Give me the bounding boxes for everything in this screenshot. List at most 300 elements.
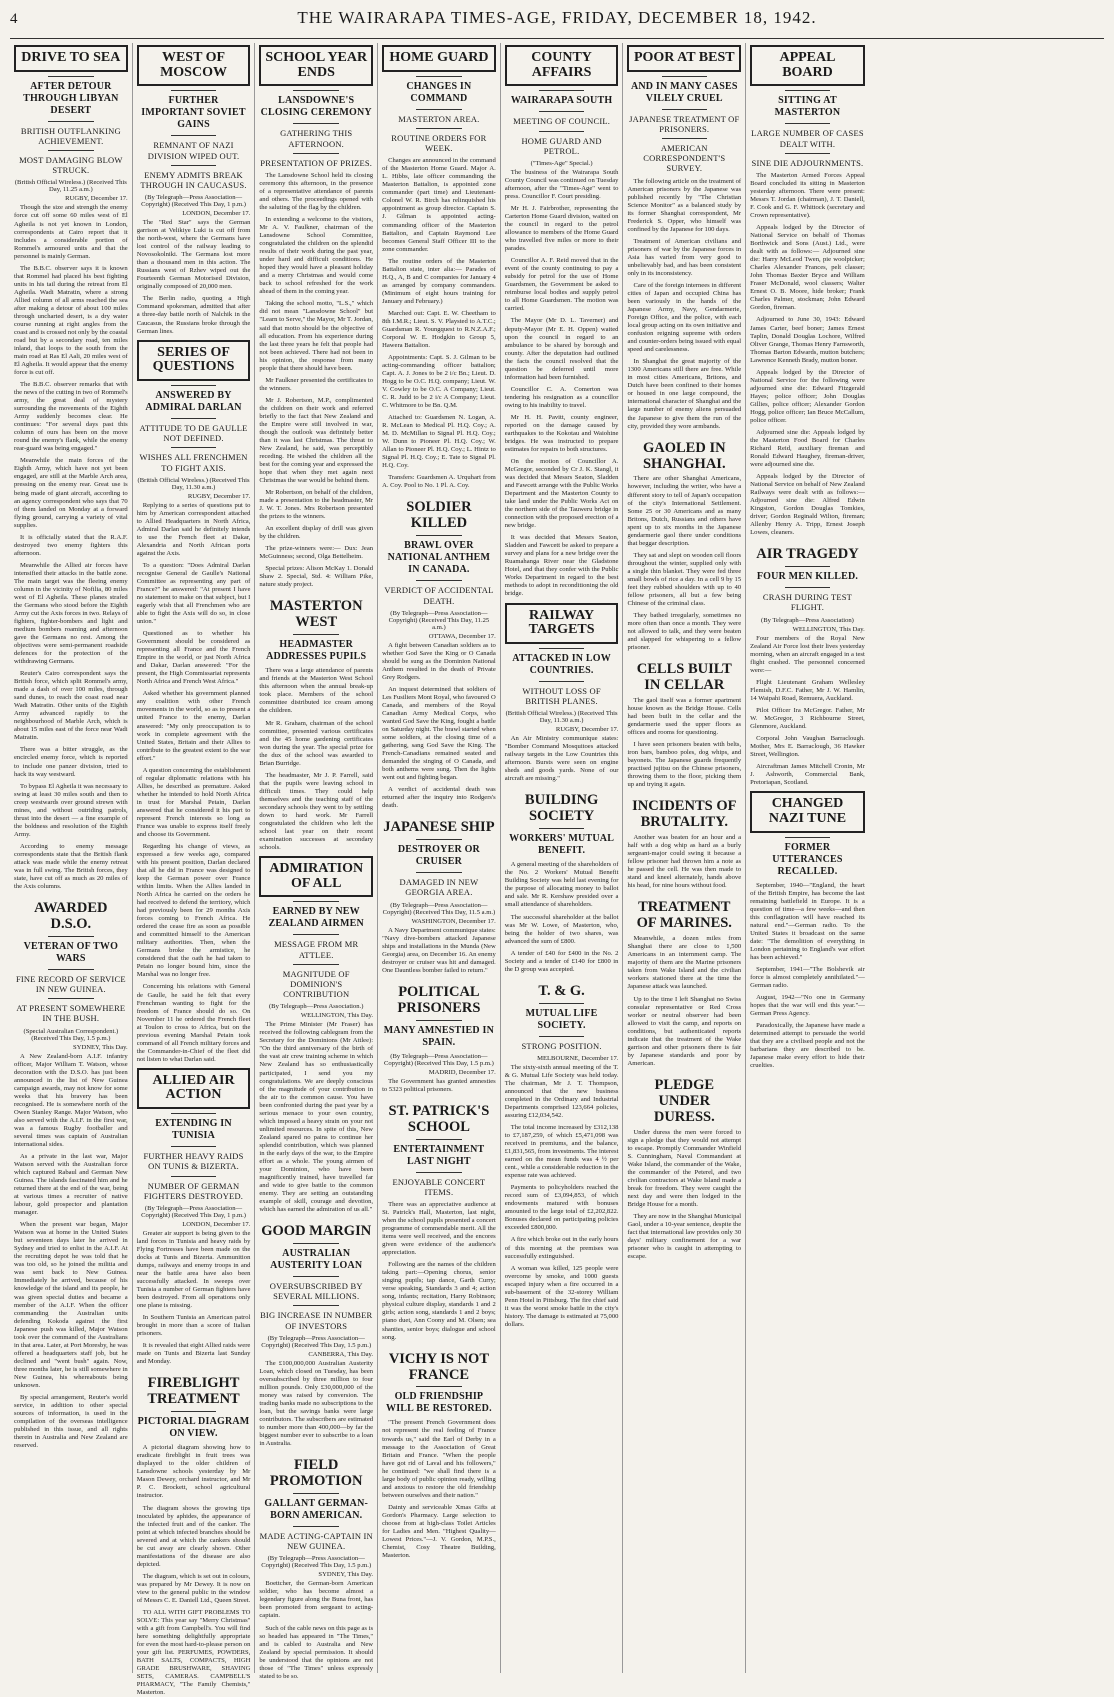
article-paragraph: A question concerning the establishment of regular diplomatic relations with his Allies, he described as premature. Asked whether he intended to hold North Africa in trust for Marshal Petain, Darlan answered that he considered it his part to represent French interests so long as France was unable to express itself freely and choose its Government. — [136, 766, 251, 838]
article-paragraph: The Prime Minister (Mr Fraser) has received the following cablegram from the Secretary for the Dominions (Mr Attlee): "On the third anniversary of the birth of the vast air crew training scheme in which New Zealand has so enthusiastically participated, I send you my congratulations. We are deeply conscious of the magnitude of your contribution in the air to the common cause. You have been confronted during the past year by a serious menace to your own country, which imposed a heavy strain on your not unlimited resources. In spite of this, New Zealand spared no pains to continue her splendid contribution, which was planned in the early days of the war, to the Empire effort as a whole. The young airmen of your Dominion, who have been magnificently trained, have travelled far and wide to give battle to the common enemy. They are setting an outstanding example of skill, courage and devotion, which has earned the admiration of us all." — [259, 1021, 374, 1214]
article-subheading: REMNANT OF NAZI DIVISION WIPED OUT. — [147, 140, 240, 161]
divider — [171, 1146, 216, 1147]
article-paragraph: Treatment of American civilians and prisoners of war by the Japanese forces in Asia has varied from very good to unbelievably bad, and has been consistent only in its inconsistency. — [627, 237, 742, 277]
divider — [785, 566, 831, 567]
article-paragraph: Corporal John Vaughan Barraclough. Mother, Mrs E. Barraclough, 36 Hawker Street, Wellington. — [750, 734, 865, 758]
article-paragraph: Concerning his relations with General de Gaulle, he said he felt that every Frenchman wanting to fight for the freedom of France should do so. On November 11 he ordered the French fleet at Toulon to cross to Africa, but on the previous evening Marshal Petain took command of all French military forces and the Commander-in-Chief of the fleet did not listen to what Darlan said. — [136, 983, 251, 1063]
article-headline: ALLIED AIR ACTION — [137, 1068, 251, 1109]
article-subheading: ATTACKED IN LOW COUNTRIES. — [512, 652, 611, 676]
article — [259, 856, 373, 1214]
divider — [48, 969, 93, 970]
divider — [785, 153, 831, 154]
article-paragraph: They are now in the Shanghai Municipal Gaol, under a 10-year sentence, despite the fact that international law provides only 30 days' military confinement for a war prisoner who is caught in attempting to escape. — [627, 1212, 742, 1261]
divider — [539, 1036, 584, 1037]
article-paragraph: The Berlin radio, quoting a High Command spokesman, admitted that after a three-day battle north of Nalchik in the Caucasus, the Russians broke through the German lines. — [136, 295, 251, 335]
article-subheading: GATHERING THIS AFTERNOON. — [280, 128, 353, 149]
article-paragraph: Four members of the Royal New Zealand Air Force lost their lives yesterday morning, when an aircraft engaged in a test flight crashed. The personnel concerned were:— — [750, 634, 865, 674]
article-headline: GOOD MARGIN — [261, 1223, 372, 1240]
article-location: OTTAWA, December 17. — [428, 632, 496, 640]
article-headline: GAOLED IN SHANGHAI. — [642, 439, 726, 472]
article-paragraph: Boettcher, the German-born American soldier, who has become almost a legendary figure along the Buna front, has been promoted from sergeant to acting-captain. — [259, 1580, 374, 1620]
article — [627, 799, 741, 890]
divider — [171, 165, 216, 166]
divider — [539, 828, 584, 829]
article-paragraph: An inquest determined that soldiers of Les Fusiliers Mont Royal, who favoured O Canada, and members of the Royal Canadian Army Medical Corps, who wanted God Save the King, fought a battle on Saturday night. The brawl started when some soldiers, at the closing time of a gathering, sang God Save the King. The French-Canadians remained seated and demanded the singing of O Canada, and both anthems were sung. Then the lights went out and fighting began. — [382, 685, 496, 782]
article-paragraph: Up to the time I left Shanghai no Swiss consular representative or Red Cross worker or neutral observer had been allowed to visit the camp, and reports on conditions, but authenticated reports indicate that the treatment of the Wake garrison and other prisoners there is fair by Japanese standards and poor by American. — [627, 995, 742, 1067]
article-subheading: DESTROYER OR CRUISER — [397, 844, 480, 868]
divider — [539, 648, 584, 649]
article-paragraph: In Shanghai the great majority of the 1300 Americans still there are free. While in most cities Americans, Britons, and Dutch have been confined to their homes or housed in one large compound, the international character of Shanghai and the large number of enemy aliens persuaded the Japanese to give them the run of the city, provided they wore armbands. — [627, 358, 742, 430]
divider — [416, 872, 461, 873]
article-subheading: AFTER DETOUR THROUGH LIBYAN DESERT — [23, 80, 119, 116]
divider — [293, 1243, 338, 1244]
divider — [171, 1113, 216, 1114]
article — [137, 1068, 251, 1367]
article-paragraph: As a private in the last war, Major Watson served with the Australian force which captured Rabaul and German New Guinea. The islands fascinated him and he returned there at the end of the war, being at various times a recruiter of native labour, gold prospector and plantation manager. — [14, 1152, 128, 1217]
divider — [48, 936, 93, 937]
divider — [293, 901, 338, 902]
article-paragraph: An excellent display of drill was given by the children. — [259, 525, 374, 541]
article-subheading: VETERAN OF TWO WARS — [23, 940, 119, 964]
article-dateline: (By Telegraph—Press Association) — [761, 616, 854, 624]
article-paragraph: There was a bitter struggle, as the encircled enemy force, which is reported to include one panzer division, tried to hack its way westward. — [14, 746, 128, 778]
article-subheading: OVERSUBSCRIBED BY SEVERAL MILLIONS. — [269, 1281, 363, 1302]
article-paragraph: The headmaster, Mr J. P. Farrell, said that the pupils were leaving school in difficult times. They could help themselves and the teaching staff of the secondary schools they went to by settling down to hard work. Mr Farrell congratulated the children who left the school last year on their recent examination successes at secondary schools. — [259, 771, 374, 851]
article-subheading: FURTHER HEAVY RAIDS ON TUNIS & BIZERTA. — [143, 1151, 244, 1172]
article-location: LONDON, December 17. — [182, 1220, 251, 1228]
article-paragraph: The B.B.C. observer says it is known that Rommel had placed his best fighting units in his tail during the retreat from El Agheila. Wadi Matratin, where a strong Allied column of all arms reached the sea after making a detour of about 100 miles through uncharted desert, is a dry water course running at right angles from the coast and is crossed not only by the coastal road but by a secondary road, ten miles inland, that loops to the south from the main road at Ras El Aali, 20 miles west of El Agheila. It would appear that the enemy force is cut off. — [14, 264, 128, 377]
article-subheading: WAIRARAPA SOUTH — [510, 95, 613, 107]
divider — [662, 76, 707, 77]
article-headline: SOLDIER KILLED — [406, 499, 472, 532]
article-paragraph: Regarding his change of views, as expressed a few weeks ago, compared with his present position, Darlan declared that all he did in France was designed to keep the German power over France within limits. When the Allies landed in North Africa he carried on the orders he had received to defend the territory, which had previously been for 29 months Axis forces coming to French Africa. He ordered the cease fire as soon as possible and committed himself to the American military authorities. Then, when the Germans broke the armistice, he considered that the oath he had taken to Petain no longer bound him, since the Marshal was no longer free. — [136, 842, 251, 979]
article-headline: FIREBLIGHT TREATMENT — [147, 1375, 240, 1408]
article-dateline: (By Telegraph—Press Association—Copyright) (Received This Day, 1 p.m.) — [141, 194, 246, 209]
article-subheading: EARNED BY NEW ZEALAND AIRMEN — [268, 906, 364, 930]
article-subheading: ENJOYABLE CONCERT ITEMS. — [392, 1176, 486, 1197]
article-paragraph: Questioned as to whether his Government should be considered as representing all France and the French Empire in the world, or just North Africa and Dakar, Darlan answered: "For the present, the High Commissariat represents North Africa and French West Africa." — [136, 630, 251, 686]
article-subheading: ANSWERED BY ADMIRAL DARLAN — [145, 389, 242, 413]
column-6 — [623, 43, 746, 1673]
article-paragraph: Mr H. J. Fairbrother, representing the Carterton Home Guard division, waited on the council in regard to the petrol allowance to members of the Home Guard who travelled five miles or more to their parades. — [504, 205, 619, 253]
divider — [416, 535, 461, 536]
article-paragraph: Councillor C. A. Comerton was tendering his resignation as a councillor owing to his inability to travel. — [504, 385, 619, 409]
article-headline: ST. PATRICK'S SCHOOL — [388, 1102, 490, 1135]
divider — [293, 934, 338, 935]
article-dateline: (By Telegraph—Press Association—Copyright) (Received This Day, 1 p.m.) — [141, 1204, 246, 1219]
article — [259, 1224, 373, 1448]
article-paragraph: Greater air support is being given to the land forces in Tunisia and heavy raids by Flying Fortresses have been made on the docks at Tunis and Bizerta. Ammunition dumps, railways and enemy troops in and near the battle area have also been successfully attacked. In sweeps over Tunisia a number of German fighters have been destroyed. From all operations only one plane is missing. — [136, 1229, 251, 1310]
article — [627, 441, 741, 653]
article-subheading: GALLANT GERMAN-BORN AMERICAN. — [264, 1497, 369, 1521]
divider — [539, 111, 584, 112]
article-paragraph: The business of the Wairarapa South County Council was continued on Tuesday afternoon, after the "Times-Age" went to press. Councillor F. Court presiding. — [504, 168, 619, 201]
article-subheading: BRITISH OUTFLANKING ACHIEVEMENT. — [20, 125, 121, 146]
article-subheading: ATTITUDE TO DE GAULLE NOT DEFINED. — [139, 422, 248, 444]
article-headline: WEST OF MOSCOW — [137, 45, 251, 86]
article-paragraph: The Mayor (Mr D. L. Taverner) and deputy-Mayor (Mr E. H. Oppen) waited upon the council in regard to an ambulance to be shared by borough and county. After the deputation had outlined the facts the council resolved that the question be deferred until more information had been furnished. — [504, 317, 619, 381]
article-subheading: PRESENTATION OF PRIZES. — [260, 157, 373, 168]
article-paragraph: Meanwhile, a dozen miles from Shanghai there are close to 1,500 Americans in an internment camp. The majority of them are the Marine prisoners taken from Wake Island and the civilian workers stationed there at the time the Japanese attack was launched. — [627, 935, 742, 991]
divider — [293, 1526, 338, 1527]
article-paragraph: Pilot Officer Ira McGregor. Father, Mr W. McGregor, 3 Richbourne Street, Glenmore, Auckland. — [750, 706, 865, 730]
article-subheading: AUSTRALIAN AUSTERITY LOAN — [270, 1248, 363, 1271]
article-paragraph: Asked whether his government planned any coalition with other French movements in the world, so as to present a united France to the enemy, Darlan answered: "My only preoccupation is to work in complete agreement with the United States, Britain and their Allies to contribute to the greatest extent to the war effort." — [136, 690, 251, 762]
article-subheading: VERDICT OF ACCIDENTAL DEATH. — [384, 585, 494, 606]
article-subheading: DAMAGED IN NEW GEORGIA AREA. — [399, 877, 479, 898]
article — [627, 1078, 741, 1261]
article-headline: TREATMENT OF MARINES. — [636, 899, 732, 932]
article-paragraph: Special prizes: Alison McKay 1. Donald Shaw 2. Special, Std. 4: William Pike, nature study project. — [259, 565, 374, 589]
article-dateline: (British Official Wireless.) (Received This Day, 11.30 a.m.) — [505, 710, 618, 725]
article-location: SYDNEY, This Day. — [73, 1043, 128, 1051]
divider — [785, 837, 831, 838]
article-paragraph: "The present French Government does not represent the real feeling of France towards us," said the Earl of Derby in a message to the Association of Great Britain and France. "When the people have got rid of Laval and his followers," he continued: "we shall find there is a large body of public opinion ready, willing and anxious to restore the old friendship between ourselves and their nation." — [382, 1419, 496, 1499]
article-subheading: MESSAGE FROM MR ATTLEE. — [274, 939, 359, 960]
divider — [539, 1003, 584, 1004]
article-subheading: HEADMASTER ADDRESSES PUPILS — [266, 639, 367, 663]
article-headline: T. & G. — [538, 982, 585, 999]
divider — [416, 1139, 461, 1140]
article-subheading: LANSDOWNE'S CLOSING CEREMONY — [260, 95, 372, 119]
article-subheading: ENEMY ADMITS BREAK THROUGH IN CAUCASUS. — [140, 169, 247, 190]
article-paragraph: The diagram, which is set out in colours, was prepared by Mr Dewey. It is now on view to the general public in the window of Messrs C. E. Daniell Ltd., Queen Street. — [136, 1572, 251, 1604]
divider — [785, 587, 831, 588]
article — [382, 1104, 496, 1342]
article-paragraph: Reuter's Cairo correspondent says the British force, which split Rommel's army, made a dash of over 100 miles, through sand dunes, to reach the coast road near Wadi Matratin. Other units of the Eighth Army advanced rapidly to the neighbourhood of Marble Arch, which is about 15 miles east of the force near Wadi Matratin. — [14, 670, 128, 742]
divider — [48, 150, 93, 151]
article-headline: CELLS BUILT IN CELLAR — [636, 661, 732, 694]
article-headline: INCIDENTS OF BRUTALITY. — [632, 798, 737, 831]
article-headline: AWARDED D.S.O. — [34, 899, 108, 932]
article-subheading: WORKERS' MUTUAL BENEFIT. — [509, 833, 615, 857]
article-paragraph: I have seen prisoners beaten with belts, iron bars, bamboo poles, dog whips, and bayonets. The Japanese guards frequently practised jujitsu on the Chinese prisoners, throwing them to the floor, picking them up and trying it again. — [627, 741, 742, 789]
divider — [662, 138, 707, 139]
article — [259, 599, 373, 852]
article-paragraph: The B.B.C. observer remarks that with the news of the cutting in two of Rommel's army, the great deal of mystery surrounding the movements of the Eighth Army suddenly becomes clear. He continues: "For several days past this column of ours has been on the move round the enemy's flank, while the enemy rear-guard was being engaged." — [14, 381, 128, 453]
article — [505, 793, 619, 973]
columns — [10, 43, 1104, 1697]
article-subheading: EXTENDING IN TUNISIA — [155, 1118, 232, 1142]
article-location: RUGBY, December 17. — [187, 492, 251, 500]
article-subheading: PICTORIAL DIAGRAM ON VIEW. — [137, 1416, 250, 1440]
divider — [48, 76, 93, 77]
divider — [171, 1411, 216, 1412]
article-subheading: BIG INCREASE IN NUMBER OF INVESTORS — [260, 1310, 373, 1331]
divider — [171, 1176, 216, 1177]
article-headline: HOME GUARD — [382, 45, 496, 72]
article-paragraph: A fire which broke out in the early hours of this morning at the premises was successfully extinguished. — [504, 1236, 619, 1260]
article-subheading: AT PRESENT SOMEWHERE IN THE BUSH. — [16, 1003, 126, 1024]
article — [137, 45, 251, 336]
article-subheading: WITHOUT LOSS OF BRITISH PLANES. — [522, 685, 601, 707]
article-headline: SCHOOL YEAR ENDS — [259, 45, 373, 86]
article-paragraph: To bypass El Agheila it was necessary to swing at least 30 miles south and then to creep westwards over ground strewn with mines, and without outriding patrols, thrust into the desert — a fine example of the boldness and resolution of the Eighth Army. — [14, 782, 128, 838]
article-dateline: (Special Australian Correspondent.) (Received This Day, 1.5 p.m.) — [23, 1027, 119, 1042]
article-paragraph: The successful shareholder at the ballot was Mr W. Lowe, of Masterton, who, being the holder of two shares, was advanced the sum of £800. — [504, 913, 619, 945]
article-subheading: SITTING AT MASTERTON — [774, 95, 841, 119]
article-headline: AIR TRAGEDY — [756, 546, 859, 563]
article-paragraph: When the present war began, Major Watson was at home in the United States but seventeen days later he arrived in Sydney and tried to enlist in the A.I.F. At the recruiting depot he was told that he was too old, so he joined the militia and was sent back to New Guinea. Immediately he arrived, because of his knowledge of the island and its people, he was given special duties and became a member of the A.I.F. When the officer commanding the Australian units defending Kokoda against the first Japanese push was killed, Major Watson took over the command of the Australians in that area. Later, at Port Moresby, he was offered a headquarters staff job, but he declined and "went bush" again. Now, three months later, he is still somewhere in New Guinea, his whereabouts being unknown. — [14, 1221, 128, 1389]
article-headline: POOR AT BEST — [627, 45, 741, 72]
article — [382, 1352, 496, 1560]
article-location: SYDNEY, This Day. — [318, 1571, 374, 1579]
article-subheading: STRONG POSITION. — [521, 1040, 602, 1051]
article — [382, 820, 496, 975]
article — [259, 45, 373, 589]
article-paragraph: Appointments: Capt. S. J. Gilman to be acting-commanding officer battalion; Capt. A. J. Jones to be 2 i/c Bn.; Lieut. D. Hogg to be O.C. H.Q. company; Lieut. W. V. Cowley to be O.C. A Company; Lieut. C. R. Judd to be 2 i/c A Company; Lieut. C. Whitmore to be Bn. Q.M. — [382, 353, 496, 410]
article-subheading: JAPANESE TREATMENT OF PRISONERS. — [629, 113, 740, 134]
article-location: WASHINGTON, December 17. — [411, 917, 496, 925]
article-location: MELBOURNE, December 17. — [537, 1054, 619, 1062]
divider — [48, 998, 93, 999]
article-headline: DRIVE TO SEA — [14, 45, 128, 72]
divider — [416, 109, 461, 110]
article-paragraph: A Navy Department communique states: "Navy dive-bombers attacked Japanese ships and installations in the Munda (New Georgia) area, on December 16. An enemy destroyer or cruiser was hit and damaged. One Dauntless bomber failed to return." — [382, 926, 496, 974]
article-paragraph: Appeals lodged by the Director of National Service for the following were adjourned sine die: Edward Fitzgerald Hayes; police officer; John Douglas Gillies, police officer; Alexander Gordon Hogg, police officer; Ian Bruce McCallum, police officer. — [750, 368, 865, 424]
article-paragraph: Mr Robertson, on behalf of the children, made a presentation to the headmaster, Mr J. W. T. Jones. Mrs Robertson presented the prizes to the winners. — [259, 489, 374, 521]
article-paragraph: An Air Ministry communique states: "Bomber Command Mosquitoes attacked railway targets in the Low Countries this afternoon. Bursts were seen on engine sheds and goods yards. None of our aircraft are missing." — [504, 735, 619, 783]
article-paragraph: In Southern Tunisia an American patrol brought in more than a score of Italian prisoners. — [136, 1314, 251, 1338]
article — [627, 662, 741, 789]
masthead — [10, 8, 1104, 39]
article-subheading: CHANGES IN COMMAND — [406, 80, 472, 104]
article-paragraph: The routine orders of the Masterton Battalion state, inter alia:— Parades of H.Q., A, B and C companies for January 4 as arranged by company commanders. (Minimum of eight hours training for January and February.) — [382, 257, 496, 305]
article-paragraph: Mr H. H. Pavitt, county engineer, reported on the damage caused by earthquakes to the Kokotau and Waiohine bridges. He was instructed to prepare estimates for repairs to both structures. — [504, 413, 619, 453]
article-paragraph: They sat and slept on wooden cell floors throughout the winter, supplied only with a single thin blanket. They were fed three small bowls of rice a day. In a cell 9 by 15 feet they rubbed shoulders with up to 40 fellow prisoners, all but a few being Chinese of the criminal class. — [627, 551, 742, 607]
article-subheading: MASTERTON AREA. — [398, 113, 480, 124]
article-headline: APPEAL BOARD — [750, 45, 865, 86]
divider — [293, 90, 338, 91]
article-headline: SERIES OF QUESTIONS — [137, 340, 251, 381]
divider — [416, 1020, 461, 1021]
article — [750, 45, 865, 537]
divider — [293, 153, 338, 154]
article-paragraph: August, 1942—"No one in Germany hopes that the war will end this year."—German Press Agency. — [750, 993, 865, 1017]
article-location: RUGBY, December 17. — [65, 195, 128, 203]
article — [382, 45, 496, 490]
article-subheading: MAGNITUDE OF DOMINION'S CONTRIBUTION — [282, 968, 350, 1000]
article-paragraph: The Government has granted amnesties to 5323 political prisoners. — [382, 1077, 496, 1093]
article-paragraph: Dainty and serviceable Xmas Gifts at Gordon's Pharmacy. Large selection to choose from at high-class Toilet Articles for Ladies and Men. "Highest Quality—Lowest Prices."—J. V. Gordon, M.P.S., Chemist, Cosy Theatre Building, Masterton. — [382, 1503, 496, 1559]
article-paragraph: There was an appreciative audience at St. Patrick's Hall, Masterton, last night, when the school pupils presented a concert programme of commendable merit. All the items were well received, and the encores given were evidence of the audience's appreciation. — [382, 1201, 496, 1257]
article-paragraph: Adjourned sine die: Appeals lodged by the Masterton Food Board for Charles Richard Reid, auxiliary fireman and Ronald Edward Haughey, fireman-driver, were adjourned sine die. — [750, 428, 865, 468]
article-headline: BUILDING SOCIETY — [524, 792, 599, 825]
article-paragraph: Meanwhile the Allied air forces have intensified their attacks in the battle zone. The main target was the fleeing enemy column in the vicinity of Nofilia, 80 miles west of El Agheila. These planes strafed the Germans who stood before the Eighth Army cut the Axis forces in two. Relays of fighters, fighter-bombers and light and medium bombers roaming and afternoon gave the Germans no rest. Among the objectives were semi-permanent roadside defences for the protection of the withdrawing Germans. — [14, 561, 128, 666]
article-paragraph: On the motion of Councillor A. McGregor, seconded by Cr J. K. Stangl, it was decided that Messrs Seaton, Sladden and Fawcett arrange with the Public Works Department and the Masterton County to take land under the Public Works Act on the northern side of the Tauweru bridge in connection with the proposed erection of a new bridge. — [504, 457, 619, 530]
divider — [662, 109, 707, 110]
article-subheading: MOST DAMAGING BLOW STRUCK. — [19, 155, 123, 176]
divider — [416, 1172, 461, 1173]
article-subheading: MEETING OF COUNCIL. — [513, 116, 611, 127]
article-dateline: ("Times-Age" Special.) — [530, 159, 593, 167]
divider — [293, 123, 338, 124]
divider — [171, 90, 216, 91]
article-headline: JAPANESE SHIP — [383, 819, 495, 836]
article-paragraph: Appeals lodged by the Director of National Service on behalf of New Zealand Railways were dealt with as follows:— Adjourned sine die: Alfred Edwin Kingston, Gordon Douglas Tomkies, driver; Gordon Reginald Wilton, fireman; Allenby Henry A. Tripp, Ernest Joseph Lowes, cleaners. — [750, 473, 865, 537]
article-paragraph: Payments to policyholders reached the record sum of £3,094,853, of which endowments matured with bonuses amounted to the large total of £2,202,822. Bonuses declared on participating policies exceeded £800,000. — [504, 1184, 619, 1232]
article-paragraph: There was a large attendance of parents and friends at the Masterton West School this afternoon when the annual break-up took place. Members of the school committee distributed ice cream among the children. — [259, 667, 374, 715]
article-paragraph: Transfers: Guardsmen A. Urquhart from A. Coy. Pool to No. 1 Pl. A. Coy. — [382, 474, 496, 490]
article — [627, 45, 741, 431]
article-paragraph: The Lansdowne School held its closing ceremony this afternoon, in the presence of a representative attendance of parents and others. The proceedings opened with the saluting of the flag by the children. — [259, 171, 374, 212]
article-paragraph: It is revealed that eight Allied raids were made on Tunis and Bizerta last Sunday and Monday. — [136, 1342, 251, 1366]
article-paragraph: The sixty-sixth annual meeting of the T. & G. Mutual Life Society was held today. The chairman, Mr J. T. Thompson, announced that the new business completed in the Ordinary and Industrial Departments comprised 123,664 policies, assuring £12,034,542. — [504, 1063, 619, 1120]
article-subheading: FORMER UTTERANCES RECALLED. — [772, 841, 843, 877]
article-subheading: NUMBER OF GERMAN FIGHTERS DESTROYED. — [143, 1180, 244, 1201]
article-paragraph: Care of the foreign internees in different cities of Japan and occupied China has been variously in the hands of the Japanese Army, Navy, Gendarmerie, Foreign Office, and the police, with each local group acting on its own initiative and confusion reigning supreme with orders and counter-orders being issued with equal speed and carelessness. — [627, 282, 742, 354]
article-location: WELLINGTON, This Day. — [792, 625, 865, 633]
article-subheading: ROUTINE ORDERS FOR WEEK. — [391, 132, 487, 154]
article-paragraph: A fight between Canadian soldiers as to whether God Save the King or O Canada should be sung as the Dominion National Anthem resulted in the death of Private Grey Rodgers. — [382, 641, 496, 681]
column-1 — [10, 43, 133, 1673]
article-paragraph: Adjourned to June 30, 1943: Edward James Carter, beef boner; James Ernest Taplin, Donald Douglas Lochore, Wilfred Oliver Grange, Thomas Henry Farnsworth, Thomas Barton Edwards, mutton butchers; Lawrence Kenneth Brady, mutton boner. — [750, 316, 865, 364]
article-subheading: WISHES ALL FRENCHMEN TO FIGHT AXIS. — [139, 452, 248, 473]
divider — [171, 418, 216, 419]
article-paragraph: There are other Shanghai Americans, however, including the writer, who have a different story to tell of Japan's occupation of the city's International Settlement. Some 25 or 30 Americans and as many Britons, Dutch, Russians and others have spent up to six months in the Japanese gendarmerie gaol there under conditions that beggar description. — [627, 475, 742, 547]
article — [14, 45, 128, 891]
article-paragraph: The "Red Star" says the German garrison at Velikiye Luki is cut off from the north-west, where the Germans have lost control of the railway leading to Novosokolniki. The Germans lost more than a thousand men in this action. The Russians west of Rzhev wiped out the Fourteenth German Motorised Division, originally composed of 20,000 men. — [136, 219, 251, 291]
column-3 — [255, 43, 378, 1680]
article-paragraph: Changes are announced in the command of the Masterton Home Guard. Major A. L. Hibbs, late officer commanding the Masterton Battalion, is appointed zone commander (part time) and Lieutenant-Colonel W. R. Birch has relinquished his appointment as group director. Captain S. J. Gilman is appointed acting-commanding officer of the Masterton Battalion, and Captain Raymond Lee becomes General Staff Officer III to the zone commander. — [382, 157, 496, 253]
article-paragraph: Flight Lieutenant Graham Wellesley Flemish, D.F.C. Father, Mr J. W. Hamlin, 14 Waipahi Road, Remuera, Auckland. — [750, 678, 865, 702]
article-paragraph: Mr R. Graham, chairman of the school committee, presented various certificates and the 45 home gardening certificates won during the year. The special prize for the dux of the school was awarded to Brian Burridge. — [259, 719, 374, 767]
article-subheading: BRAWL OVER NATIONAL ANTHEM IN CANADA. — [387, 540, 491, 576]
divider — [539, 131, 584, 132]
article-paragraph: They bathed irregularly, sometimes no more often than once a month. They were not allowed to talk, and they were beaten and slapped for whispering to a fellow prisoner. — [627, 611, 742, 652]
article-paragraph: Though the size and strength the enemy force cut off some 60 miles west of El Agheila is not yet known in London, correspondents at Cairo report that it includes a considerable portion of Rommel's armoured units and that the personnel is mainly German. — [14, 204, 128, 260]
article-dateline: (By Telegraph—Press Association—Copyright) (Received This Day, 11.25 a.m.) — [388, 609, 490, 631]
article-paragraph: Another was beaten for an hour and a half with a dog whip as hard as a burly sergeant-major could swing it because a fellow prisoner had thrown him a note as he passed the cell. He was then made to stand and kneel alternately, hands above his head, for nine hours without food. — [627, 834, 742, 890]
article-headline: PLEDGE UNDER DURESS. — [653, 1076, 715, 1125]
article-paragraph: Following are the names of the children taking part:—Opening chorus, senior singing pupils; tap dance, Garth Curry; verse speaking, Standards 3 and 4; action song, infants; recitation, Harry Robinson; physical culture display, standards 1 and 2 girls; action song, standards 1 and 2 boys; piano duet, Ann Coony and M. Olsen; sea shanties, senior boys; dialogue and school song. — [382, 1261, 496, 1341]
article-dateline: (British Official Wireless.) (Received This Day, 11.25 a.m.) — [14, 179, 127, 194]
newspaper-title: THE WAIRARAPA TIMES-AGE, FRIDAY, DECEMBER 18, 1942. — [297, 8, 817, 27]
article-paragraph: Meanwhile the main forces of the Eighth Army, which have not yet been engaged, are still at the Marble Arch area, pressing on the enemy rear. Great use is being made of giant aircraft, according to an agency correspondent who says that 70 of them landed on Monday at a forward flying ground, carrying a variety of vital supplies. — [14, 457, 128, 529]
article-headline: POLITICAL PRISONERS — [397, 983, 481, 1016]
divider — [293, 964, 338, 965]
article — [505, 45, 619, 599]
divider — [171, 135, 216, 136]
divider — [416, 580, 461, 581]
article-paragraph: A pictorial diagram showing how to eradicate fireblight in fruit trees was displayed to the older children of Lansdowne schools yesterday by Mr Mason Dewey, orchard instructor, and Mr P. C. Brockett, school agricultural instructor. — [136, 1444, 251, 1500]
article-paragraph: Marched out: Capt. E. W. Cheetham to 8th I.M.R.; Lieut. S. V. Playsted to A.T.C.; Guardsman R. Youngquest to R.N.Z.A.F.; Corporal W. E. Hodgkin to Group 5, Hawera Battalion. — [382, 309, 496, 349]
article-dateline: (By Telegraph—Press Association.) — [268, 1003, 364, 1011]
page-number: 4 — [10, 11, 19, 27]
article-paragraph: TO ALL WITH GIFT PROBLEMS TO SOLVE: This year say "Merry Christmas" with a gift from Campbell's. You will find here something delightfully appropriate for even the most hard-to-please person on your gift list. PERFUMES, POWDERS, BATH SALTS, COMPACTS, HIGH GRADE BRUSHWARE, SHAVING SETS, CAMERAS. CAMPBELL'S PHARMACY, "The Family Chemists," Masterton. — [136, 1608, 251, 1697]
article-paragraph: A general meeting of the shareholders of the No. 2 Workers' Mutual Benefit Building Society was held last evening for the purpose of allocating money to ballot and sale. Mr R. Kershaw presided over a small attendance of shareholders. — [504, 861, 619, 909]
article-paragraph: Under duress the men were forced to sign a pledge that they would not attempt to escape. Promptly Commander Winfield S. Cunningham, Naval Commandant at Wake Island, the commander of the Wake, the commander of the Peterel, and two civilian contractors at Wake Island made a break for freedom. They were caught the next day and were then lodged in the Bridge House for a month. — [627, 1128, 742, 1208]
article-headline: MASTERTON WEST — [269, 598, 363, 631]
article-subheading: SINE DIE ADJOURNMENTS. — [751, 157, 864, 168]
divider — [416, 76, 461, 77]
article-paragraph: Appeals lodged by the Director of National Service on behalf of Thomas Borthwick and Sons (Aust.) Ltd., were dealt with as follows:— Adjourned sine die: Harry McLeod Twen, pie woolpicker; Charles Alexander Frances, pelt classer; John Thomas Baxter Bryce and William Fraser McDonald, wool classers; Walter Ernest O. B. Moore, hide broker; Frank Charles Palmer, stockman; John Edward Gordon, fireman. — [750, 224, 865, 312]
article-subheading: CRASH DURING TEST FLIGHT. — [762, 592, 853, 613]
article — [382, 985, 496, 1094]
divider — [171, 385, 216, 386]
divider — [539, 681, 584, 682]
article-paragraph: The gaol itself was a former apartment house known as the Bridge House. Cells had been built in the cellar and the gendarmerie used the upper floors as offices and rooms for questioning. — [627, 696, 742, 737]
article-paragraph: It is officially stated that the R.A.F. destroyed two enemy fighters this afternoon. — [14, 533, 128, 557]
article-subheading: HOME GUARD AND PETROL. — [521, 135, 602, 156]
article-paragraph: Paradoxically, the Japanese have made a determined attempt to persuade the world that they are a civilised people and not the barbarians they are described to be. Japanese make every effort to hide their cruelties. — [750, 1022, 865, 1070]
article-paragraph: To a question: "Does Admiral Darlan recognise General de Gaulle's National Committee as representing any part of France?" he answered: "At present I have no statement to make on that subject, but I eagerly wish that all Frenchmen who are able to fight the Axis will do so, in close union." — [136, 561, 251, 626]
article-location: MADRID, December 17. — [428, 1068, 496, 1076]
article — [505, 603, 619, 784]
article-headline: COUNTY AFFAIRS — [505, 45, 619, 86]
article-paragraph: Attached to: Guardsmen N. Logan, A. R. McLean to Medical Pl. H.Q. Coy.; A. M. D. McMillan to Signal Pl. H.Q. Coy.; W. Dunn to Pioneer Pl. H.Q. Coy.; W. Allan to Pioneer Pl. H.Q. Coy.; L. Hintz to Signal Pl. H.Q. Coy.; E. Tate to Signal Pl. H.Q. Coy. — [382, 414, 496, 470]
article-subheading: FURTHER IMPORTANT SOVIET GAINS — [141, 95, 246, 131]
article-paragraph: Replying to a series of questions put to him by American correspondent attached to Allied Headquarters in North Africa, Admiral Darlan said he definitely intends to use the French fleet at Dakar, Alexandria and North African ports against the Axis. — [136, 501, 251, 557]
divider — [539, 90, 584, 91]
article-location: RUGBY, December 17. — [555, 726, 619, 734]
divider — [416, 839, 461, 840]
column-2 — [133, 43, 256, 1697]
article-paragraph: According to enemy message correspondents state that the British flank attack was made while the enemy retreat was in full swing. The British forces, they state, have cut off as much as 20 miles of the Axis columns. — [14, 842, 128, 890]
divider — [293, 634, 338, 635]
article-paragraph: It was decided that Messrs Seaton, Sladden and Fawcett be asked to prepare a survey and plans for a new bridge over the Ruamahanga River near the Gladstone Hotel, and that they confer with the Public Works Department in regard to the best methods to adopt in reconditioning the old bridge. — [504, 534, 619, 598]
article-location: LONDON, December 17. — [182, 210, 251, 218]
article-paragraph: Mr Faulkner presented the certificates to the winners. — [259, 376, 374, 392]
article-subheading: LARGE NUMBER OF CASES DEALT WITH. — [751, 128, 864, 149]
article-paragraph: A New Zealand-born A.I.F. infantry officer, Major William T. Watson, whose decoration with the D.S.O. has just been announced in the list of New Guinea campaign awards, may not know for some weeks that his bravery has been recognised. He is somewhere north of the Owen Stanley Range. Major Watson, who also served with the A.I.F. in the first war, was a famous Rugby footballer and several times was captain of Australian international sides. — [14, 1052, 128, 1148]
article-paragraph: A woman was killed, 125 people were overcome by smoke, and 1000 guests escaped injury when a fire occurred in a sub-basement of the 32-storey William Penn Hotel in Pittsburg. The fire chief said it was the worst smoke battle in the city's history. The damage is estimated at 75,000 dollars. — [504, 1264, 619, 1328]
article — [750, 791, 865, 1070]
article-subheading: AND IN MANY CASES VILELY CRUEL — [630, 80, 738, 104]
divider — [293, 1276, 338, 1277]
article-paragraph: Taking the school motto, "L.S.," which did not mean "Lansdowne School" but "Learn to Serve," the Mayor, Mr T. Jordan, said that motto should be the objective of all education. From his experience during the last three years he felt that people had not been achieved. There had not been in his opinion, the response from many people that there should have been. — [259, 300, 374, 372]
article-subheading: MADE ACTING-CAPTAIN IN NEW GUINEA. — [259, 1530, 373, 1552]
article-paragraph: September, 1941—"The Bolshevik air force is almost completely annihilated."—German radio. — [750, 965, 865, 989]
article-subheading: ENTERTAINMENT LAST NIGHT — [393, 1143, 485, 1167]
article-headline: CHANGED NAZI TUNE — [750, 791, 865, 832]
article-paragraph: A verdict of accidental death was returned after the inquiry into Rodgers's death. — [382, 786, 496, 810]
article-subheading: OLD FRIENDSHIP WILL BE RESTORED. — [386, 1391, 492, 1415]
article-paragraph: September, 1940—"England, the heart of the British Empire, has become the last remaining battlefield in Europe. It is a question of time—a few weeks—and then this conflagration will have reached its natural end."—German radio. To the United States it broadcast on the same date: "The demolition of everything in London pertaining to England's war effort has been achieved." — [750, 881, 865, 961]
article-headline: RAILWAY TARGETS — [505, 603, 619, 644]
divider — [785, 90, 831, 91]
article-location: WELLINGTON, This Day. — [300, 1012, 374, 1020]
divider — [293, 1493, 338, 1494]
article — [259, 1458, 373, 1681]
article-location: CANBERRA, This Day. — [308, 1350, 374, 1358]
article-paragraph: The total income increased by £312,138 to £7,187,259, of which £5,471,098 was received in premiums, and the balance, £1,831,565, from investments. The interest earned on the mean funds was 4 ½ per cent., while a considerable reduction in the expense rate was achieved. — [504, 1124, 619, 1180]
article-dateline: (By Telegraph—Press Association—Copyright) (Received This Day, 11.5 a.m.) — [382, 901, 496, 916]
article-dateline: (British Official Wireless.) (Received This Day, 11.30 a.m.) — [137, 476, 250, 491]
divider — [416, 1386, 461, 1387]
article-headline: FIELD PROMOTION — [269, 1457, 363, 1490]
article-headline: ADMIRATION OF ALL — [259, 856, 373, 897]
divider — [171, 447, 216, 448]
article — [627, 900, 741, 1067]
divider — [293, 1305, 338, 1306]
divider — [416, 128, 461, 129]
column-7 — [746, 43, 869, 1673]
article-paragraph: Aircraftman James Mitchell Cronin, Mr J. Ashworth, Commercial Bank, Pretoriapan, Scotland. — [750, 763, 865, 787]
article-headline: VICHY IS NOT FRANCE — [388, 1350, 489, 1383]
article-paragraph: The prize-winners were:— Dux: Jean McGuinness; second, Olga Bettelheim. — [259, 545, 374, 561]
article-paragraph: The £100,000,000 Australian Austerity Loan, which closed on Tuesday, has been oversubscribed by three million to four million pounds. Only £30,000,000 of the money was raised by conversion. The trading banks made no subscriptions to the loan, but the savings banks were large contributors. The subscribers are estimated to number more than 400,000—by far the biggest number ever to subscribe to a loan in Australia. — [259, 1359, 374, 1448]
column-5 — [501, 43, 624, 1673]
article-paragraph: In extending a welcome to the visitors, Mr A. V. Faulkner, chairman of the Lansdowne School Committee, congratulated the children on the splendid results of their work during the past year, under hard and difficult conditions. He hoped they would have a pleasant holiday and a merry Christmas and would come back to school refreshed for the work ahead of them in the coming year. — [259, 216, 374, 296]
article-paragraph: A tender of £40 for £400 in the No. 2 Society and a tender of £140 for £800 in the D group was accepted. — [504, 949, 619, 973]
article-dateline: (By Telegraph—Press Association—Copyright) (Received This Day, 1.5 p.m.) — [261, 1555, 372, 1570]
article — [382, 500, 496, 810]
article-subheading: FINE RECORD OF SERVICE IN NEW GUINEA. — [15, 973, 126, 995]
article-paragraph: The following article on the treatment of American prisoners by the Japanese was published recently by "The Christian Science Monitor" as a balanced study by its former Shanghai correspondent, Mr Frederick S. Opper, who himself was confined by the Japanese for 100 days. — [627, 177, 742, 233]
article — [505, 984, 619, 1329]
article — [137, 1376, 251, 1697]
